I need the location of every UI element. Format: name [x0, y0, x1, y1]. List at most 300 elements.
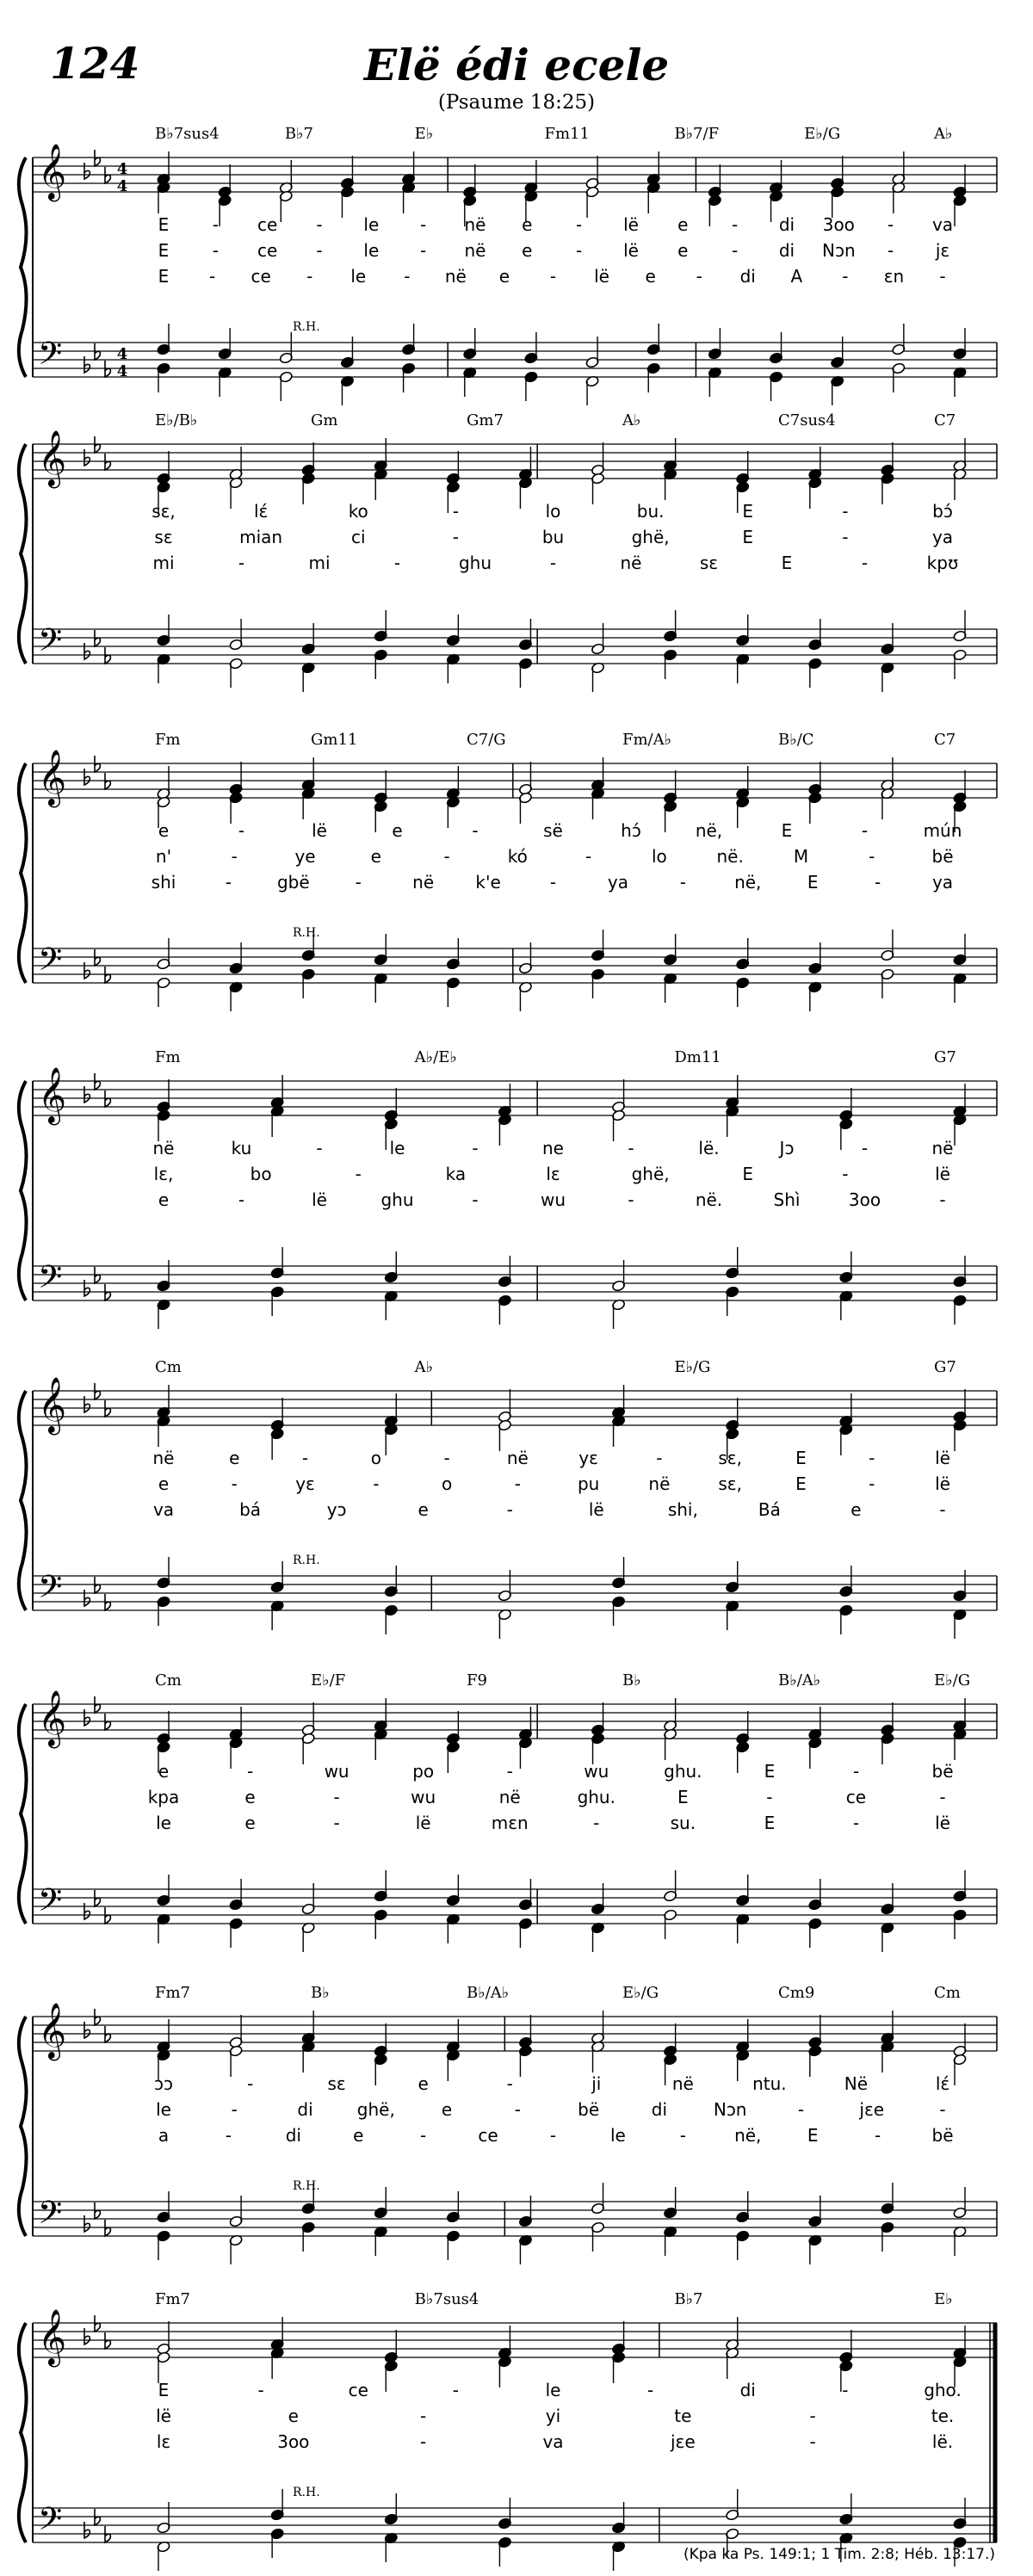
lyric-line-2: [156, 2099, 946, 2120]
lyric-syllable: -: [593, 1813, 600, 1833]
lyric-syllable: jɛ: [935, 240, 950, 261]
lyric-syllable: yi: [545, 2406, 561, 2426]
chord-symbol: G7: [934, 1358, 956, 1376]
lyric-syllable: ka: [445, 1164, 467, 1184]
lyric-syllable: -: [576, 214, 583, 235]
right-hand-marking: R.H.: [293, 320, 320, 334]
lyric-syllable: e: [522, 214, 533, 235]
lyric-syllable: -: [316, 240, 323, 261]
chord-symbol: E♭/B♭: [155, 411, 198, 429]
treble-clef: 𝄞: [38, 1690, 67, 1746]
staff-brace: [19, 158, 27, 377]
lyric-syllable: në: [412, 872, 435, 893]
flat-sign: [84, 2215, 90, 2232]
lyric-syllable: gho.: [924, 2380, 962, 2400]
lyric-syllable: ce: [257, 214, 278, 235]
lyric-syllable: e: [677, 214, 689, 235]
lyric-syllable: di: [778, 214, 795, 235]
lyric-syllable: -: [861, 820, 869, 841]
lyric-syllable: e: [288, 2406, 299, 2426]
lyric-syllable: ce: [348, 2380, 368, 2400]
lyric-syllable: e: [645, 266, 656, 287]
lyric-syllable: -: [852, 1761, 860, 1782]
staff-brace: [19, 1391, 27, 1610]
lyric-syllable: wu: [584, 1761, 609, 1782]
lyric-syllable: -: [472, 1138, 479, 1158]
lyric-syllable: di: [739, 266, 756, 287]
lyric-syllable: -: [373, 1473, 380, 1494]
lyric-line-3: [158, 1189, 946, 1210]
time-signature-bottom: 4: [116, 362, 128, 380]
chord-symbol: E♭/G: [674, 1358, 711, 1376]
flat-sign: [84, 769, 90, 785]
right-hand-marking: R.H.: [293, 2486, 320, 2499]
flat-sign: [84, 1396, 90, 1412]
lyric-syllable: E: [158, 240, 170, 261]
lyric-syllable: -: [732, 240, 739, 261]
lyric-syllable: lë: [312, 820, 327, 841]
lyric-syllable: yɔ: [326, 1499, 347, 1520]
lyric-syllable: -: [797, 2099, 805, 2120]
lyric-syllable: lë: [415, 1813, 431, 1833]
lyric-syllable: jɛe: [859, 2099, 885, 2120]
lyric-syllable: -: [656, 1448, 663, 1468]
system-1: [19, 125, 997, 405]
lyric-syllable: mi: [308, 553, 331, 573]
hymn-title: Elë édi ecele: [363, 40, 670, 90]
lyric-syllable: E: [742, 1164, 754, 1184]
lyric-syllable: Bá: [758, 1499, 781, 1520]
lyric-syllable: -: [212, 240, 219, 261]
lyric-syllable: 3oo: [848, 1189, 881, 1210]
lyric-syllable: -: [238, 820, 245, 841]
lyric-syllable: -: [333, 1787, 340, 1807]
lyric-syllable: k'e: [475, 872, 501, 893]
lyric-syllable: ghë,: [631, 1164, 670, 1184]
lyric-syllable: bɔ́: [932, 501, 953, 522]
lyric-syllable: E: [807, 872, 819, 893]
lyric-syllable: bo: [250, 1164, 272, 1184]
lyric-syllable: -: [452, 527, 459, 547]
lyric-syllable: -: [842, 527, 849, 547]
lyric-syllable: o: [370, 1448, 381, 1468]
lyric-syllable: në: [498, 1787, 521, 1807]
treble-clef: 𝄞: [38, 750, 67, 806]
lyric-syllable: le: [545, 2380, 561, 2400]
lyric-syllable: gbë: [276, 872, 310, 893]
lyric-syllable: -: [452, 501, 459, 522]
lyric-syllable: -: [628, 1138, 634, 1158]
chord-symbol: Gm: [311, 411, 338, 429]
lyric-syllable: ko: [348, 501, 368, 522]
lyric-syllable: -: [420, 240, 427, 261]
lyric-syllable: ghu.: [664, 1761, 702, 1782]
lyric-syllable: Në: [844, 2073, 869, 2094]
lyric-syllable: sɛ,: [152, 501, 176, 522]
lyric-syllable: -: [225, 2125, 232, 2146]
lyric-syllable: E: [742, 501, 754, 522]
lyric-syllable: -: [443, 846, 450, 867]
lyric-syllable: lë: [935, 1448, 950, 1468]
chord-symbol: A♭/E♭: [414, 1048, 457, 1066]
bass-clef: 𝄢: [38, 2501, 63, 2545]
lyric-syllable: ci: [350, 527, 366, 547]
lyric-syllable: në,: [695, 820, 723, 841]
chord-symbol: B♭7: [674, 2290, 703, 2308]
lyric-syllable: E: [158, 2380, 170, 2400]
lyric-syllable: lë: [312, 1189, 327, 1210]
lyric-syllable: -: [874, 872, 881, 893]
lyric-syllable: lë: [588, 1499, 604, 1520]
lyric-syllable: bë: [931, 1761, 954, 1782]
chord-symbol: B♭: [311, 1984, 330, 2002]
staff-brace: [19, 1081, 27, 1300]
lyric-syllable: -: [861, 1138, 869, 1158]
lyric-line-1: [158, 820, 962, 841]
lyric-syllable: E: [807, 2125, 819, 2146]
lyric-syllable: a: [158, 2125, 170, 2146]
lyric-syllable: bë: [931, 2125, 954, 2146]
lyric-line-3: [156, 1813, 950, 1833]
lyric-syllable: va: [542, 2431, 564, 2452]
flat-sign: [84, 163, 90, 179]
system-7: [19, 1984, 997, 2264]
lyric-syllable: sɛ,: [718, 1473, 742, 1494]
lyric-syllable: -: [939, 1787, 946, 1807]
lyric-syllable: ya: [931, 527, 954, 547]
lyric-line-1: [158, 1761, 954, 1782]
lyric-line-3: [157, 2431, 953, 2452]
lyric-line-2: [154, 527, 953, 547]
lyric-syllable: lë: [623, 214, 639, 235]
staff-brace: [19, 2017, 27, 2236]
lyric-syllable: n': [155, 846, 172, 867]
bass-clef: 𝄢: [38, 1882, 63, 1926]
lyric-syllable: wu: [411, 1787, 436, 1807]
lyric-line-3: [152, 872, 953, 893]
lyric-syllable: -: [939, 266, 946, 287]
chord-symbol: Fm7: [155, 1984, 191, 2002]
treble-clef: 𝄞: [38, 2309, 67, 2365]
lyric-syllable: në.: [695, 1189, 723, 1210]
lyric-syllable: Nɔn: [713, 2099, 747, 2120]
treble-clef: 𝄞: [38, 1067, 67, 1123]
lyric-syllable: lɛ: [156, 2431, 171, 2452]
lyric-syllable: kó: [507, 846, 528, 867]
lyric-syllable: -: [231, 1473, 238, 1494]
lyric-syllable: -: [549, 2125, 557, 2146]
chord-symbol: A♭: [622, 411, 641, 429]
lyric-syllable: -: [766, 1787, 773, 1807]
right-hand-marking: R.H.: [293, 926, 320, 940]
lyric-syllable: mún: [923, 820, 962, 841]
lyric-syllable: -: [585, 846, 592, 867]
lyric-syllable: e: [392, 820, 403, 841]
lyric-syllable: -: [333, 1813, 340, 1833]
lyric-syllable: -: [316, 1138, 323, 1158]
lyric-syllable: -: [679, 2125, 686, 2146]
lyric-syllable: në: [648, 1473, 671, 1494]
lyric-line-3: [158, 2125, 954, 2146]
lyric-syllable: -: [852, 1813, 860, 1833]
lyric-syllable: lo: [545, 501, 561, 522]
lyric-syllable: -: [679, 872, 686, 893]
lyric-syllable: në: [671, 2073, 694, 2094]
lyric-syllable: hɔ́: [621, 820, 641, 841]
lyric-syllable: -: [443, 1448, 450, 1468]
lyric-syllable: -: [549, 872, 557, 893]
lyric-syllable: -: [842, 501, 849, 522]
system-6: [19, 1671, 997, 1952]
lyric-syllable: në: [931, 1138, 954, 1158]
lyric-syllable: në: [620, 553, 642, 573]
chord-symbol: Fm/A♭: [622, 731, 672, 749]
lyric-syllable: le: [609, 2125, 626, 2146]
lyric-syllable: -: [355, 1164, 362, 1184]
lyric-syllable: -: [514, 1473, 521, 1494]
time-signature-bottom: 4: [116, 177, 128, 195]
lyric-syllable: -: [888, 214, 894, 235]
chord-symbol: B♭/A♭: [778, 1671, 821, 1690]
lyric-syllable: -: [393, 553, 401, 573]
lyric-syllable: E: [781, 553, 793, 573]
lyric-syllable: -: [316, 214, 323, 235]
lyric-syllable: va: [931, 214, 954, 235]
lyric-syllable: ya: [931, 872, 954, 893]
lyric-syllable: lë.: [698, 1138, 720, 1158]
lyric-syllable: -: [549, 266, 557, 287]
chord-symbol: Fm7: [155, 2290, 191, 2308]
lyric-syllable: 3oo: [822, 214, 855, 235]
lyric-syllable: -: [869, 846, 875, 867]
lyric-syllable: lë: [156, 2406, 171, 2426]
lyric-line-3: [153, 1499, 946, 1520]
lyric-syllable: -: [212, 214, 219, 235]
lyric-syllable: -: [888, 240, 894, 261]
chord-symbol: G7: [934, 1048, 956, 1066]
lyric-syllable: lë.: [931, 2431, 954, 2452]
system-4: [19, 1048, 997, 1329]
lyric-syllable: -: [549, 553, 557, 573]
flat-sign: [84, 1086, 90, 1103]
lyric-syllable: -: [355, 872, 362, 893]
lyric-syllable: -: [472, 1189, 479, 1210]
lyric-syllable: -: [238, 1189, 245, 1210]
lyric-syllable: E: [742, 527, 754, 547]
flat-sign: [84, 2522, 90, 2538]
lyric-syllable: E: [158, 266, 170, 287]
lyric-line-2: [154, 1164, 950, 1184]
lyric-syllable: -: [506, 2073, 513, 2094]
chord-symbol: E♭/G: [622, 1984, 659, 2002]
lyric-syllable: le: [350, 266, 367, 287]
lyric-syllable: ku: [231, 1138, 252, 1158]
hymn-number: 124: [50, 38, 140, 89]
lyric-syllable: -: [257, 2380, 264, 2400]
lyric-syllable: kpa: [147, 1787, 180, 1807]
lyric-syllable: -: [732, 214, 739, 235]
chord-symbol: B♭7: [284, 125, 314, 143]
lyric-syllable: -: [939, 2099, 946, 2120]
chord-symbol: F9: [467, 1671, 487, 1690]
lyric-syllable: lë: [935, 1164, 950, 1184]
lyric-line-1: [152, 501, 953, 522]
lyric-line-3: [158, 266, 946, 287]
chord-symbol: C7sus4: [778, 411, 836, 429]
lyric-syllable: E: [781, 820, 793, 841]
lyric-syllable: në: [506, 1448, 529, 1468]
chord-symbol: E♭/F: [311, 1671, 346, 1690]
flat-sign: [84, 1709, 90, 1726]
system-2: [19, 411, 997, 692]
lyric-syllable: -: [809, 2406, 816, 2426]
chord-symbol: Cm: [934, 1984, 961, 2002]
lyric-line-1: [154, 2073, 949, 2094]
lyric-syllable: -: [939, 1189, 946, 1210]
lyric-syllable: mian: [239, 527, 283, 547]
lyric-syllable: e: [244, 1813, 256, 1833]
lyric-syllable: va: [152, 1499, 175, 1520]
lyric-syllable: lɛ́: [935, 2073, 950, 2094]
flat-sign: [84, 2328, 90, 2344]
lyric-syllable: lɛ,: [153, 1164, 174, 1184]
lyric-syllable: e: [441, 2099, 453, 2120]
bass-clef: 𝄢: [38, 1259, 63, 1303]
lyric-syllable: bë: [931, 846, 954, 867]
lyric-syllable: -: [696, 266, 702, 287]
flat-sign: [84, 1280, 90, 1296]
chord-symbol: C7/G: [467, 731, 506, 749]
lyric-syllable: -: [231, 846, 238, 867]
lyric-syllable: M: [793, 846, 809, 867]
lyric-syllable: në,: [734, 872, 762, 893]
lyric-syllable: bë: [578, 2099, 600, 2120]
chord-symbol: B♭7/F: [674, 125, 720, 143]
lyric-syllable: -: [246, 1761, 254, 1782]
lyric-syllable: e: [522, 240, 533, 261]
lyric-line-2: [148, 1787, 946, 1807]
chord-symbol: B♭/C: [778, 731, 814, 749]
lyric-syllable: di: [778, 240, 795, 261]
lyric-syllable: lɛ: [546, 1164, 560, 1184]
lyric-line-2: [156, 2406, 954, 2426]
lyric-syllable: ne: [542, 1138, 564, 1158]
chord-symbol: Dm11: [674, 1048, 721, 1066]
lyric-syllable: e: [418, 1499, 429, 1520]
lyric-syllable: po: [412, 1761, 435, 1782]
lyric-syllable: e: [158, 820, 170, 841]
lyric-syllable: le: [363, 240, 380, 261]
lyric-syllable: në: [464, 214, 486, 235]
lyric-syllable: yɛ: [578, 1448, 598, 1468]
lyric-syllable: ghu: [380, 1189, 414, 1210]
lyric-syllable: në.: [716, 846, 744, 867]
staff-brace: [19, 2323, 27, 2542]
lyric-syllable: di: [297, 2099, 313, 2120]
lyric-syllable: pu: [577, 1473, 600, 1494]
lyric-syllable: sɛ,: [718, 1448, 742, 1468]
lyric-syllable: në: [152, 1138, 175, 1158]
chord-symbol: Fm11: [544, 125, 590, 143]
chord-symbol: B♭/A♭: [467, 1984, 510, 2002]
lyric-line-1: [153, 1138, 954, 1158]
lyric-syllable: ghë,: [631, 527, 670, 547]
lyric-syllable: sɛ: [327, 2073, 346, 2094]
lyric-syllable: le: [156, 1813, 171, 1833]
lyric-syllable: e: [158, 1189, 170, 1210]
lyric-line-2: [156, 846, 954, 867]
lyric-syllable: -: [404, 266, 411, 287]
lyric-syllable: E: [764, 1761, 776, 1782]
lyric-syllable: -: [225, 872, 232, 893]
lyric-syllable: -: [869, 1448, 875, 1468]
lyric-syllable: sɛ: [699, 553, 719, 573]
lyric-syllable: në: [152, 1448, 175, 1468]
chord-symbol: Cm: [155, 1358, 182, 1376]
bass-clef: 𝄢: [38, 942, 63, 985]
lyric-syllable: le: [389, 1138, 405, 1158]
lyric-syllable: di: [285, 2125, 301, 2146]
lyric-syllable: te: [674, 2406, 692, 2426]
lyric-syllable: së: [543, 820, 563, 841]
chord-symbol: E♭: [934, 2290, 953, 2308]
bass-clef: 𝄢: [38, 622, 63, 666]
lyric-syllable: -: [506, 1499, 513, 1520]
lyric-syllable: le: [363, 214, 380, 235]
lyric-syllable: ji: [591, 2073, 602, 2094]
lyric-line-3: [152, 553, 958, 573]
lyric-syllable: ce: [251, 266, 271, 287]
lyric-syllable: E: [764, 1813, 776, 1833]
lyric-syllable: di: [651, 2099, 668, 2120]
chord-symbol: Gm7: [467, 411, 504, 429]
right-hand-marking: R.H.: [293, 1554, 320, 1567]
scripture-reference: (Psaume 18:25): [437, 91, 596, 114]
chord-symbol: C7: [934, 411, 956, 429]
lyric-syllable: mɛn: [491, 1813, 529, 1833]
lyric-syllable: E: [795, 1473, 807, 1494]
lyric-syllable: në: [444, 266, 467, 287]
staff-brace: [19, 763, 27, 983]
lyric-syllable: jɛe: [670, 2431, 696, 2452]
lyric-syllable: -: [208, 266, 216, 287]
lyric-syllable: Nɔn: [822, 240, 856, 261]
lyric-line-2: [158, 240, 950, 261]
chord-symbol: B♭: [622, 1671, 641, 1690]
staff-brace: [19, 1704, 27, 1924]
lyric-syllable: -: [231, 2099, 238, 2120]
lyric-syllable: ghu: [458, 553, 492, 573]
lyric-syllable: bu.: [636, 501, 665, 522]
chord-symbol: B♭7sus4: [155, 125, 220, 143]
lyric-syllable: bu: [541, 527, 565, 547]
time-signature-top: 4: [116, 345, 128, 363]
lyric-syllable: e: [158, 1761, 170, 1782]
lyric-line-1: [158, 214, 953, 235]
treble-clef: 𝄞: [38, 144, 67, 200]
lyric-syllable: ntu.: [752, 2073, 787, 2094]
system-3: [19, 731, 997, 1011]
flat-sign: [84, 643, 90, 659]
treble-clef: 𝄞: [38, 1377, 67, 1433]
lyric-syllable: e: [244, 1787, 256, 1807]
lyric-syllable: ghë,: [356, 2099, 395, 2120]
lyric-syllable: o: [441, 1473, 453, 1494]
lyric-syllable: wu: [324, 1761, 349, 1782]
lyric-syllable: -: [452, 2380, 459, 2400]
lyric-syllable: ce: [257, 240, 278, 261]
lyric-syllable: te.: [931, 2406, 955, 2426]
